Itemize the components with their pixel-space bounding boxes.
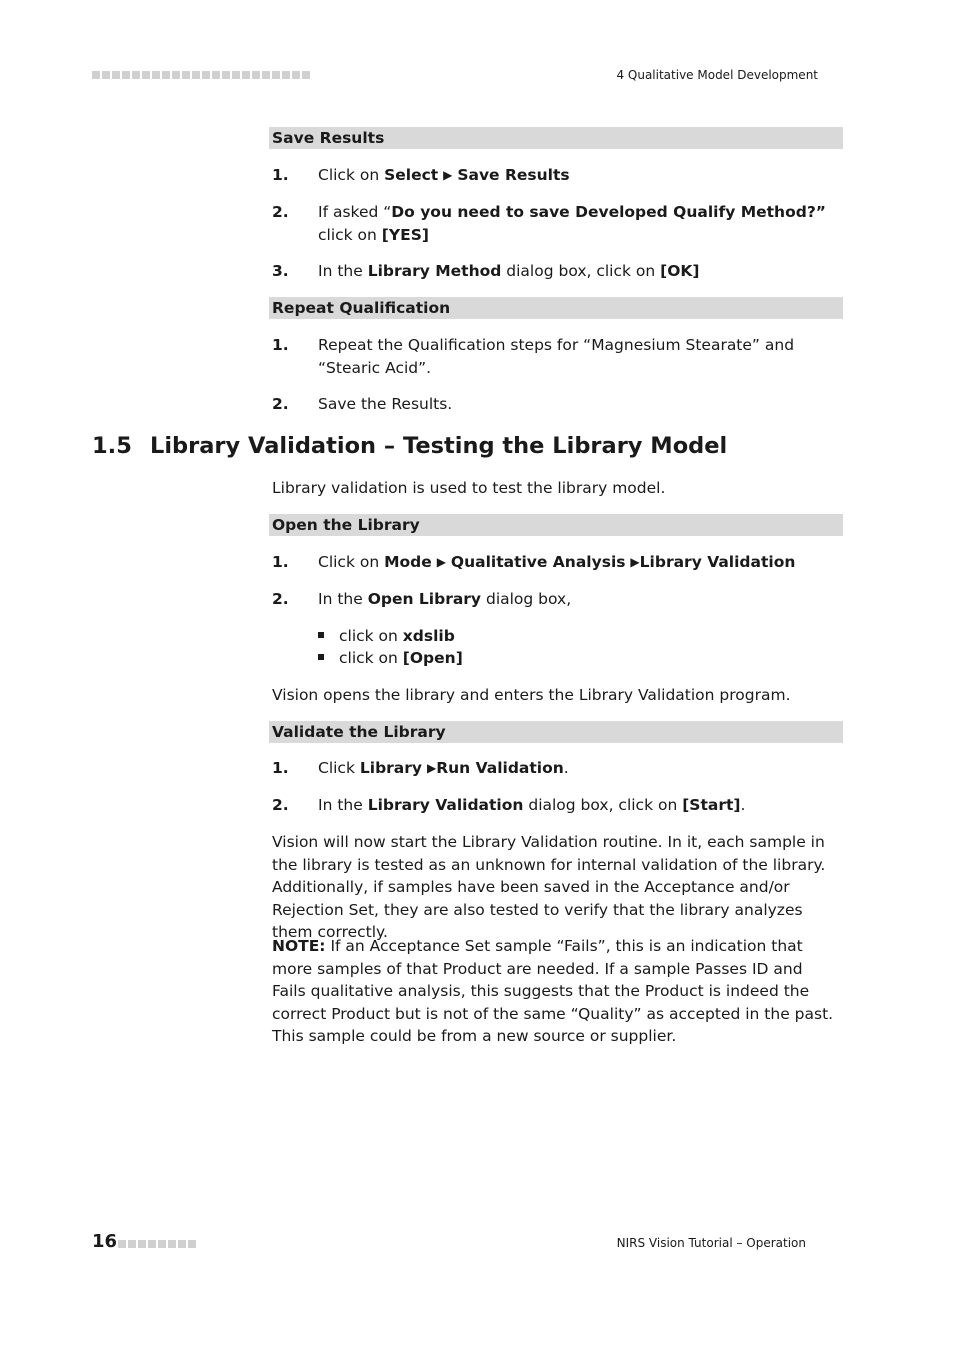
- decorative-square: [178, 1240, 186, 1248]
- arrow-icon: ▶: [436, 555, 446, 569]
- list-item: click on xdslib: [318, 625, 455, 647]
- step-number: 1.: [272, 336, 289, 354]
- decorative-square: [252, 71, 260, 79]
- decorative-square: [122, 71, 130, 79]
- step-text: Click on Mode ▶ Qualitative Analysis ▶Library Validation: [318, 551, 842, 574]
- bullet-icon: [318, 632, 324, 638]
- decorative-square: [138, 1240, 146, 1248]
- step-text: Save the Results.: [318, 395, 453, 413]
- decorative-square: [232, 71, 240, 79]
- step-text: Repeat the Qualification steps for “Magnesium Stearate” and “Stearic Acid”.: [318, 336, 795, 377]
- validation-description: Vision will now start the Library Validation routine. In it, each sample in the library is tested as an unknown for internal validation of the library. Additionally, if samples have been saved in the Acceptance and/or Rejection Set, they are also tested to verify that the library analyzes them correctly.: [272, 833, 826, 941]
- step-number: 2.: [272, 590, 289, 608]
- step-text: Click Library ▶Run Validation.: [318, 757, 842, 780]
- step-number: 1.: [272, 553, 289, 571]
- repeat-qualification-heading: Repeat Qualification: [269, 297, 843, 319]
- decorative-square: [188, 1240, 196, 1248]
- step-number: 2.: [272, 395, 289, 413]
- step-text: In the Library Method dialog box, click on [OK]: [318, 262, 700, 280]
- header-chapter-title: 4 Qualitative Model Development: [616, 68, 818, 82]
- footer-decoration: [118, 1240, 196, 1248]
- note-paragraph: [272, 935, 837, 1048]
- decorative-square: [202, 71, 210, 79]
- step-number: 2.: [272, 796, 289, 814]
- step-text: In the Open Library dialog box,: [318, 590, 572, 608]
- header-decoration: [92, 71, 310, 79]
- decorative-square: [212, 71, 220, 79]
- decorative-square: [182, 71, 190, 79]
- decorative-square: [302, 71, 310, 79]
- section-heading: [92, 433, 727, 459]
- list-item: click on [Open]: [318, 647, 463, 669]
- decorative-square: [272, 71, 280, 79]
- decorative-square: [112, 71, 120, 79]
- section-title: Library Validation – Testing the Library Model: [150, 433, 728, 459]
- decorative-square: [192, 71, 200, 79]
- validate-library-heading: Validate the Library: [269, 721, 843, 743]
- step-number: 1.: [272, 166, 289, 184]
- arrow-icon: ▶: [443, 168, 453, 182]
- decorative-square: [172, 71, 180, 79]
- section-intro: Library validation is used to test the library model.: [272, 479, 666, 497]
- step-number: 2.: [272, 203, 289, 221]
- decorative-square: [92, 71, 100, 79]
- decorative-square: [128, 1240, 136, 1248]
- decorative-square: [292, 71, 300, 79]
- page-number: 16: [92, 1231, 118, 1252]
- save-results-heading: Save Results: [269, 127, 843, 149]
- decorative-square: [142, 71, 150, 79]
- decorative-square: [102, 71, 110, 79]
- decorative-square: [132, 71, 140, 79]
- decorative-square: [168, 1240, 176, 1248]
- step-text: In the Library Validation dialog box, click on [Start].: [318, 796, 746, 814]
- footer-document-title: NIRS Vision Tutorial – Operation: [616, 1236, 806, 1250]
- arrow-icon: ▶: [630, 555, 640, 569]
- decorative-square: [158, 1240, 166, 1248]
- bullet-icon: [318, 654, 324, 660]
- decorative-square: [162, 71, 170, 79]
- decorative-square: [118, 1240, 126, 1248]
- open-library-heading: Open the Library: [269, 514, 843, 536]
- decorative-square: [222, 71, 230, 79]
- open-library-result: Vision opens the library and enters the Library Validation program.: [272, 686, 791, 704]
- decorative-square: [262, 71, 270, 79]
- step-number: 1.: [272, 759, 289, 777]
- step-number: 3.: [272, 262, 289, 280]
- decorative-square: [282, 71, 290, 79]
- note-label: NOTE:: [272, 937, 326, 955]
- section-number: 1.5: [92, 433, 132, 459]
- decorative-square: [152, 71, 160, 79]
- step-text: Click on Select ▶ Save Results: [318, 164, 842, 187]
- arrow-icon: ▶: [426, 761, 437, 775]
- note-text: If an Acceptance Set sample “Fails”, this is an indication that more samples of that Product are needed. If a sample Passes ID and Fails qualitative analysis, this suggests that the Product is indeed the correct Product but is not of the same “Quality” as accepted in the past. This sample could be from a new source or supplier.: [272, 937, 834, 1045]
- decorative-square: [242, 71, 250, 79]
- step-text: If asked “Do you need to save Developed Qualify Method?” click on [YES]: [318, 203, 826, 244]
- decorative-square: [148, 1240, 156, 1248]
